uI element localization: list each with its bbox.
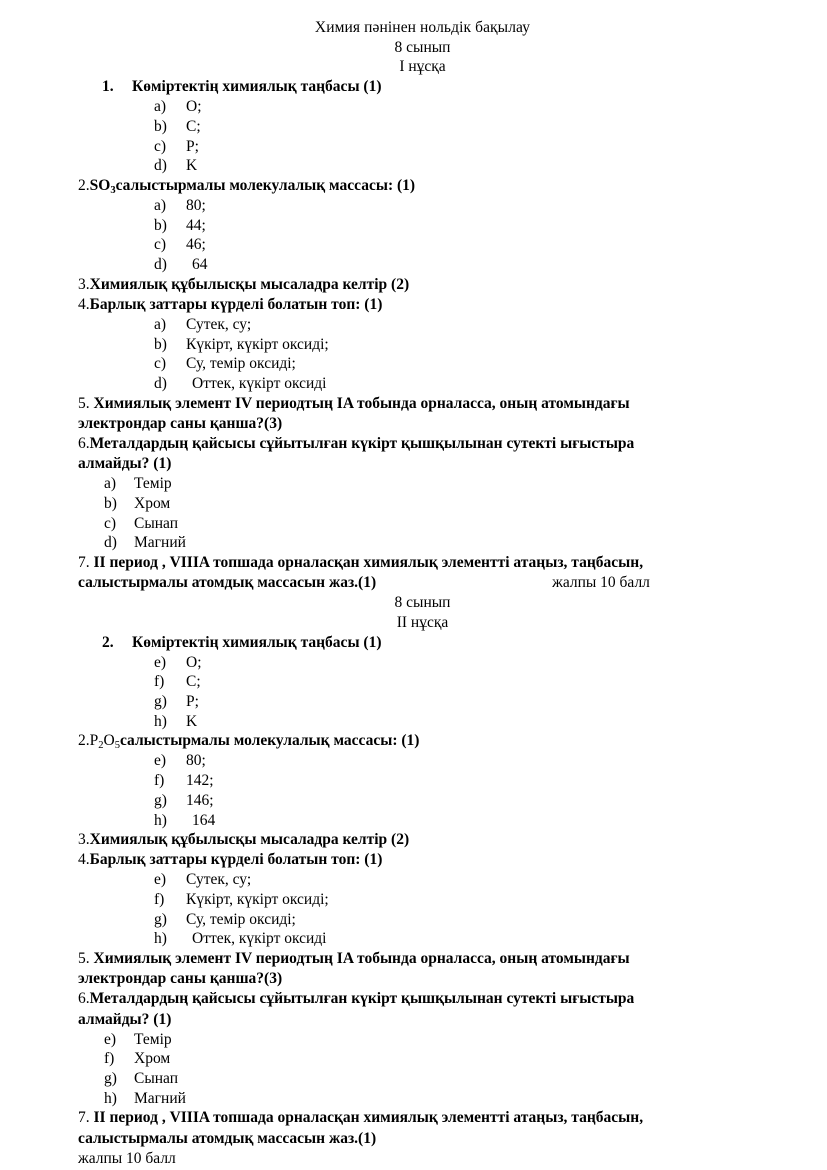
option-item <box>154 117 767 137</box>
question-7-line-2: салыстырмалы атомдық массасын жаз.(1) <box>78 574 377 592</box>
option-item <box>104 1069 767 1089</box>
formula-element: O <box>103 732 115 750</box>
option-text: Су, темір оксиді; <box>186 910 296 928</box>
option-item <box>104 1049 767 1069</box>
option-marker: h) <box>154 930 167 948</box>
option-item <box>154 335 767 355</box>
formula-element: P <box>89 732 99 750</box>
v2-question-5-continuation <box>78 969 767 989</box>
option-item <box>104 533 767 553</box>
v2-question-4-number: 4. <box>78 851 90 869</box>
question-2-number: 2. <box>78 176 90 194</box>
option-marker: d) <box>154 256 167 273</box>
option-item <box>104 1089 767 1109</box>
question-2 <box>78 176 767 196</box>
option-item <box>104 494 767 514</box>
option-marker: h) <box>154 712 167 730</box>
question-3 <box>78 275 767 295</box>
option-marker: b) <box>154 117 167 135</box>
question-6-continuation <box>78 454 767 474</box>
option-text: Сутек, су; <box>186 871 252 889</box>
option-text: Темір <box>134 475 172 493</box>
question-5-continuation <box>78 414 767 434</box>
option-marker: e) <box>154 653 167 671</box>
question-4-options <box>78 315 767 394</box>
option-marker: a) <box>104 475 117 493</box>
option-item <box>154 692 767 712</box>
option-text: Темір <box>134 1030 172 1048</box>
option-text: Оттек, күкірт оксиді <box>192 374 327 392</box>
option-item <box>154 196 767 216</box>
question-2-text: салыстырмалы молекулалық массасы: (1) <box>115 176 416 194</box>
v2-question-4 <box>78 850 767 870</box>
option-text: 146; <box>186 791 214 809</box>
v2-question-7-number: 7. <box>78 1109 90 1127</box>
formula-element: SO <box>89 176 111 194</box>
question-6 <box>78 434 767 454</box>
question-4 <box>78 295 767 315</box>
option-item <box>154 235 767 255</box>
option-marker: d) <box>104 534 117 552</box>
question-5-line-1: Химиялық элемент IV периодтың IA тобында орналасса, оның атомындағы <box>93 394 630 412</box>
option-item <box>104 474 767 494</box>
v2-question-2-options <box>78 751 767 830</box>
option-item <box>154 751 767 771</box>
option-marker: f) <box>104 1050 115 1068</box>
v2-question-7 <box>78 1108 767 1128</box>
question-1-number: 1. <box>102 78 114 96</box>
v2-question-1 <box>78 633 767 653</box>
option-marker: b) <box>154 216 167 234</box>
option-item <box>154 890 767 910</box>
option-item <box>154 374 767 394</box>
option-text: Хром <box>134 1050 171 1068</box>
option-item <box>154 354 767 374</box>
option-marker: e) <box>154 871 167 889</box>
question-7-line-1: II период , VIIIA топшада орналасқан химиялық элементті атаңыз, таңбасын, <box>93 553 644 571</box>
v2-question-5 <box>78 949 767 969</box>
option-item <box>154 712 767 732</box>
variant-label-2: II нұсқа <box>396 613 449 631</box>
option-marker: e) <box>154 752 167 770</box>
option-text: Оттек, күкірт оксиді <box>192 930 327 948</box>
option-marker: f) <box>154 891 165 909</box>
option-marker: a) <box>154 98 167 116</box>
total-score-note-2: жалпы 10 балл <box>78 1149 176 1167</box>
option-text: C; <box>186 673 201 691</box>
v2-question-6 <box>78 989 767 1009</box>
question-2-formula <box>90 177 116 194</box>
v2-question-6-line-1: Металдардың қайсысы сұйытылған күкірт қышқылынан сутекті ығыстыра <box>89 990 635 1008</box>
variant-one-section <box>78 77 767 593</box>
option-marker: b) <box>104 494 117 512</box>
option-text: C; <box>186 117 201 135</box>
option-item <box>154 653 767 673</box>
v2-question-1-number: 2. <box>102 633 114 651</box>
formula-subscript: 5 <box>114 740 120 752</box>
question-5-number: 5. <box>78 394 90 412</box>
option-marker: g) <box>154 910 167 928</box>
v2-question-7-line-1: II период , VIIIA топшада орналасқан химиялық элементті атаңыз, таңбасын, <box>93 1109 644 1127</box>
option-text: Су, темір оксиді; <box>186 355 296 373</box>
question-6-number: 6. <box>78 434 90 452</box>
question-6-line-1: Металдардың қайсысы сұйытылған күкірт қышқылынан сутекті ығыстыра <box>89 434 635 452</box>
option-marker: c) <box>154 236 167 254</box>
option-item <box>154 97 767 117</box>
v2-question-2-formula <box>89 732 120 752</box>
v2-question-6-options <box>78 1030 767 1109</box>
option-text: P; <box>186 693 199 710</box>
option-text: 46; <box>186 236 206 254</box>
option-text: 80; <box>186 752 206 770</box>
option-text: K <box>186 157 198 175</box>
option-item <box>154 315 767 335</box>
option-item <box>154 137 767 157</box>
option-marker: c) <box>104 514 117 532</box>
option-text: Магний <box>134 534 186 552</box>
question-4-number: 4. <box>78 295 90 313</box>
question-1-text: Көміртектің химиялық таңбасы (1) <box>132 78 382 96</box>
option-item <box>104 514 767 534</box>
question-3-text: Химиялық құбылысқы мысаладра келтір (2) <box>89 275 410 293</box>
option-marker: g) <box>104 1070 117 1088</box>
v2-question-5-line-2: электрондар саны қанша?(3) <box>78 970 283 988</box>
option-text: 80; <box>186 196 206 214</box>
option-item <box>154 672 767 692</box>
question-1 <box>78 77 767 97</box>
option-text: Магний <box>134 1089 186 1107</box>
option-marker: d) <box>154 157 167 175</box>
option-marker: h) <box>104 1089 117 1107</box>
option-text: Күкірт, күкірт оксиді; <box>186 335 329 353</box>
option-text: 44; <box>186 216 206 234</box>
option-text: Сутек, су; <box>186 315 252 333</box>
v2-question-5-number: 5. <box>78 950 90 968</box>
question-7-number: 7. <box>78 553 90 571</box>
option-marker: d) <box>154 374 167 392</box>
v2-question-4-options <box>78 870 767 949</box>
option-marker: c) <box>154 355 167 373</box>
option-marker: g) <box>154 693 167 710</box>
question-4-text: Барлық заттары күрделі болатын топ: (1) <box>89 295 383 313</box>
option-item <box>154 156 767 176</box>
v2-question-2-text: салыстырмалы молекулалық массасы: (1) <box>119 732 420 750</box>
option-item <box>154 791 767 811</box>
option-marker: f) <box>154 673 165 691</box>
variant-two-section <box>78 633 767 1169</box>
option-text: K <box>186 712 198 730</box>
option-marker: b) <box>154 335 167 353</box>
option-text: O; <box>186 98 202 116</box>
option-item <box>154 255 767 275</box>
v2-question-4-text: Барлық заттары күрделі болатын топ: (1) <box>89 851 383 869</box>
v2-question-1-text: Көміртектің химиялық таңбасы (1) <box>132 633 382 651</box>
option-text: 64 <box>192 256 208 273</box>
option-text: Сынап <box>134 1070 179 1088</box>
option-marker: a) <box>154 196 167 214</box>
option-item <box>154 771 767 791</box>
option-text: O; <box>186 653 202 671</box>
v2-question-3-number: 3. <box>78 831 90 849</box>
v2-question-7-line-2: салыстырмалы атомдық массасын жаз.(1) <box>78 1129 377 1147</box>
v2-question-3 <box>78 830 767 850</box>
option-text: Сынап <box>134 514 179 532</box>
total-score-note-1: жалпы 10 балл <box>552 574 650 592</box>
option-marker: e) <box>104 1030 117 1048</box>
v2-question-7-continuation <box>78 1129 767 1149</box>
v2-question-1-options <box>78 653 767 732</box>
document-title: Химия пәнінен нольдік бақылау <box>314 19 531 36</box>
question-2-options <box>78 196 767 275</box>
question-7-continuation <box>78 573 767 593</box>
option-text: Хром <box>134 494 171 512</box>
option-text: Күкірт, күкірт оксиді; <box>186 891 329 909</box>
option-item <box>154 216 767 236</box>
option-item <box>104 1030 767 1050</box>
option-marker: g) <box>154 791 167 809</box>
formula-subscript: 2 <box>98 740 104 752</box>
question-5 <box>78 394 767 414</box>
variant-label-1: I нұсқа <box>399 58 446 76</box>
question-6-options <box>78 474 767 553</box>
v2-question-3-text: Химиялық құбылысқы мысаладра келтір (2) <box>89 831 410 849</box>
grade-line-2: 8 сынып <box>394 594 451 612</box>
option-item <box>154 929 767 949</box>
option-marker: c) <box>154 137 167 155</box>
option-item <box>154 870 767 890</box>
grade-line-1: 8 сынып <box>394 38 451 56</box>
question-1-options <box>78 97 767 176</box>
formula-subscript: 3 <box>110 184 116 196</box>
option-marker: a) <box>154 315 167 333</box>
v2-question-6-line-2: алмайды? (1) <box>78 1010 172 1028</box>
option-text: 164 <box>192 811 216 829</box>
v2-question-6-number: 6. <box>78 990 90 1008</box>
v2-question-2-number: 2. <box>78 732 90 750</box>
option-text: 142; <box>186 772 214 790</box>
v2-question-2 <box>78 731 767 751</box>
option-marker: f) <box>154 772 165 790</box>
question-7 <box>78 553 767 573</box>
question-6-line-2: алмайды? (1) <box>78 455 172 473</box>
option-marker: h) <box>154 811 167 829</box>
v2-question-6-continuation <box>78 1010 767 1030</box>
v2-question-5-line-1: Химиялық элемент IV периодтың IA тобында орналасса, оның атомындағы <box>93 950 630 968</box>
question-3-number: 3. <box>78 275 90 293</box>
option-item <box>154 811 767 831</box>
question-5-line-2: электрондар саны қанша?(3) <box>78 414 283 432</box>
option-item <box>154 910 767 930</box>
option-text: P; <box>186 137 199 155</box>
